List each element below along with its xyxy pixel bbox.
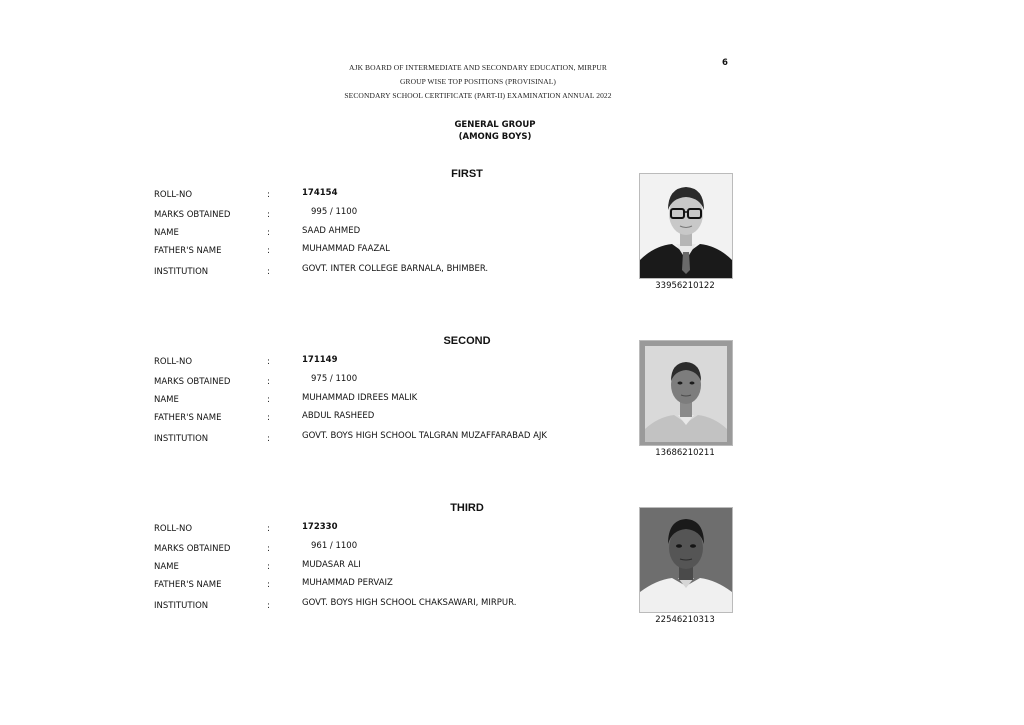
- student-photo: [639, 173, 733, 279]
- institution-label: INSTITUTION: [154, 267, 209, 277]
- colon: :: [267, 395, 270, 405]
- name-value: SAAD AHMED: [302, 226, 361, 236]
- marks-value: 975 / 1100: [311, 374, 358, 384]
- position-title: THIRD: [450, 502, 484, 514]
- colon: :: [267, 524, 270, 534]
- marks-label: MARKS OBTAINED: [154, 377, 231, 387]
- marks-value: 995 / 1100: [311, 207, 358, 217]
- position-title: SECOND: [443, 335, 491, 347]
- name-label: NAME: [154, 395, 179, 405]
- father-name-value: MUHAMMAD FAAZAL: [302, 244, 390, 254]
- father-name-value: MUHAMMAD PERVAIZ: [302, 578, 393, 588]
- group-subtitle: (AMONG BOYS): [458, 132, 532, 142]
- photo-reference-number: 33956210122: [655, 281, 715, 291]
- institution-label: INSTITUTION: [154, 601, 209, 611]
- page-number: 6: [722, 58, 728, 68]
- colon: :: [267, 357, 270, 367]
- colon: :: [267, 601, 270, 611]
- name-label: NAME: [154, 228, 179, 238]
- name-value: MUDASAR ALI: [302, 560, 361, 570]
- student-photo-image: [640, 508, 732, 612]
- colon: :: [267, 544, 270, 554]
- colon: :: [267, 377, 270, 387]
- colon: :: [267, 434, 270, 444]
- roll-no-label: ROLL-NO: [154, 190, 193, 200]
- student-photo: [639, 340, 733, 446]
- photo-reference-number: 22546210313: [655, 615, 715, 625]
- group-title: GENERAL GROUP: [454, 120, 536, 130]
- name-value: MUHAMMAD IDREES MALIK: [302, 393, 418, 403]
- father-name-label: FATHER'S NAME: [154, 580, 222, 590]
- student-photo-image: [640, 174, 732, 278]
- father-name-label: FATHER'S NAME: [154, 246, 222, 256]
- student-photo: [639, 507, 733, 613]
- marks-value: 961 / 1100: [311, 541, 358, 551]
- colon: :: [267, 413, 270, 423]
- marks-label: MARKS OBTAINED: [154, 544, 231, 554]
- colon: :: [267, 228, 270, 238]
- colon: :: [267, 210, 270, 220]
- marks-label: MARKS OBTAINED: [154, 210, 231, 220]
- institution-value: GOVT. BOYS HIGH SCHOOL CHAKSAWARI, MIRPUR.: [302, 598, 517, 608]
- colon: :: [267, 190, 270, 200]
- position-title: FIRST: [451, 168, 483, 180]
- institution-value: GOVT. INTER COLLEGE BARNALA, BHIMBER.: [302, 264, 489, 274]
- colon: :: [267, 580, 270, 590]
- photo-reference-number: 13686210211: [655, 448, 715, 458]
- institution-label: INSTITUTION: [154, 434, 209, 444]
- exam-title: SECONDARY SCHOOL CERTIFICATE (PART-II) EXAMINATION ANNUAL 2022: [344, 91, 612, 100]
- roll-no-value: 172330: [302, 522, 338, 532]
- student-photo-image: [640, 341, 732, 445]
- father-name-value: ABDUL RASHEED: [302, 411, 375, 421]
- name-label: NAME: [154, 562, 179, 572]
- roll-no-label: ROLL-NO: [154, 524, 193, 534]
- colon: :: [267, 246, 270, 256]
- roll-no-value: 174154: [302, 188, 338, 198]
- roll-no-value: 171149: [302, 355, 338, 365]
- institution-value: GOVT. BOYS HIGH SCHOOL TALGRAN MUZAFFARABAD AJK: [302, 431, 547, 441]
- board-title: AJK BOARD OF INTERMEDIATE AND SECONDARY EDUCATION, MIRPUR: [349, 63, 607, 72]
- father-name-label: FATHER'S NAME: [154, 413, 222, 423]
- roll-no-label: ROLL-NO: [154, 357, 193, 367]
- colon: :: [267, 267, 270, 277]
- colon: :: [267, 562, 270, 572]
- report-title: GROUP WISE TOP POSITIONS (PROVISINAL): [399, 77, 557, 86]
